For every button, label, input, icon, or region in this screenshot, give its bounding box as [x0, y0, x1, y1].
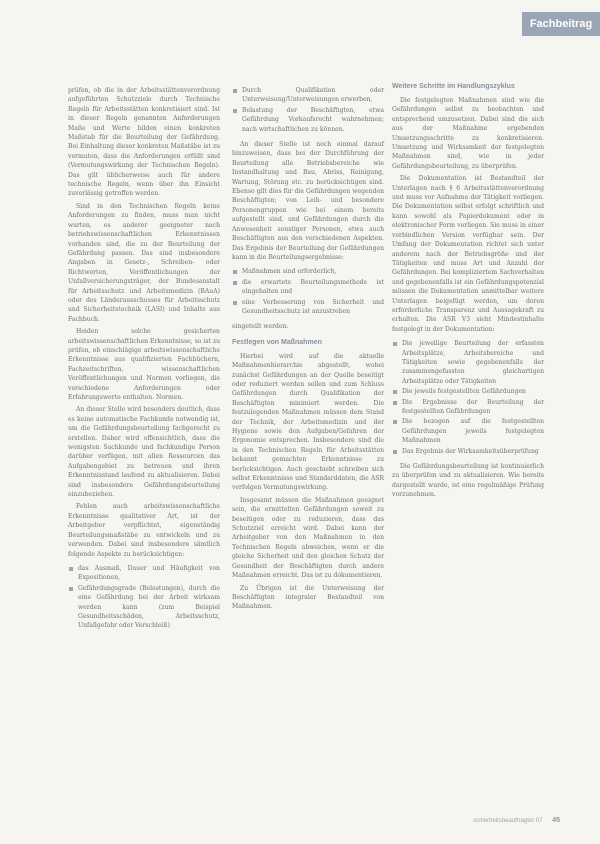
bullet-list — [392, 339, 544, 456]
page-footer — [473, 817, 560, 824]
paragraph: An dieser Stelle wird besonders deutlich, dass es keine automatische Fachkunde notwendig ist, um die Gefährdungsbeurteilung fachgerecht zu erstellen. Daher wird offensichtlich, dass die wenigsten Sachkunde und fachkundige Person darüber verfügen, mit allen Ressourcen das Aufgabengebiet zu betreuen und ihren Erkenntnisstand laufend zu aktualisieren. Dabei sind insbesondere Gefährdungsbeurteilung einzubeziehen. — [68, 406, 220, 499]
section-tab: Fachbeitrag — [522, 12, 600, 36]
list-item: Die jeweilige Beurteilung der erfassten Arbeitsplätze, Arbeitsbereiche und Tätigkeiten sowie gegebenenfalls der zusammengefassten gleichartigen Arbeitsplätze oder Tätigkeiten — [402, 340, 544, 385]
bullet-list — [232, 267, 384, 316]
paragraph: Die Gefährdungsbeurteilung ist kontinuierlich zu überprüfen und zu aktualisieren. Wie bereits dargestellt wurde, ist eine regelmäßige Prüfung vorzunehmen. — [392, 463, 544, 499]
column-3 — [392, 83, 544, 503]
list-item: Gefährdungsgrade (Belastungen), durch die eine Gefährdung bei der Arbeit wirksam werden kann (zum Beispiel Gesundheitsschäden, Arbeitsschutz, Unfallgefahr oder Verschleiß) — [78, 584, 220, 630]
column-1 — [68, 86, 220, 637]
paragraph: Heiden solche gesicherten arbeitswissenschaftlichen Erkenntnisse, so ist zu prüfen, ob einschlägige arbeitswissenschaftliche Erkenntnisse aus qualifizierten Fachbüchern, Fachzeitschriften, wissenschaftlichen Veröffentlichungen und Normen vorliegen, die verschiedene Anforderungen oder Erfahrungswerte enthalten. Normen. — [68, 328, 220, 401]
list-item: Die Ergebnisse der Beurteilung der festgestellten Gefährdungen — [402, 398, 544, 415]
bullet-list — [232, 86, 384, 134]
paragraph: Zu Übrigen ist die Unterweisung der Beschäftigten integraler Bestandteil von Maßnahmen. — [232, 584, 384, 611]
list-item: Die jeweils festgestellten Gefährdungen — [402, 387, 544, 396]
paragraph: Die festgelegten Maßnahmen sind wie die Gefährdungen selbst zu beobachten und entsprechend umzusetzen. Dabei sind die sich aus der Maßnahme ergebenden Umsetzungsschritte zu konkretisieren. Umsetzung und Wirksamkeit der festgelegten Maßnahmen sind, wie in jeder Gefährdungsbeurteilung, zu überprüfen. — [392, 97, 544, 170]
paragraph: Fehlen auch arbeitswissenschaftliche Erkenntnisse qualitativer Art, ist der Arbeitgeber verpflichtet, eigenständig Beurteilungsmaßstäbe zu entwickeln und zu verwenden. Dabei sind insbesondere sämtlich folgende Aspekte zu berücksichtigen: — [68, 503, 220, 558]
list-item: Durch Qualifikation oder Unterweisung/Unterweisungen erwerben, — [242, 87, 384, 104]
list-item: Maßnahmen sind erforderlich, — [242, 267, 384, 276]
list-item: eine Verbesserung von Sicherheit und Gesundheitsschutz ist anzustreben — [242, 298, 384, 315]
page-number: 45 — [552, 817, 560, 824]
column-2 — [232, 86, 384, 615]
list-item: Belastung der Beschäftigten, etwa Gefährdung Vorkaufsrecht wahrnehmen; nach wirtschaftlichen zu können. — [242, 106, 384, 133]
paragraph: Sind in den Technischen Regeln keine Anforderungen zu finden, muss man nicht warten, es anderer geeigneter nach betriebswissenschaftlichen Erkenntnissen vorhanden sind, die zu der Beurteilung der Gefährdung passen. Das sind insbesondere Angaben in Gesetz-, Schreiben- oder Richtwerten, Veröffentlichungen der Unfallversicherungsträger, der Bundesanstalt für Arbeitsschutz und Arbeitsmedizin (BAuA) oder des Länderausschusses für Arbeitsschutz und Sicherheitstechnik (LASI) und Inhalte aus Fachbuch. — [68, 202, 220, 323]
paragraph: prüfen, ob die in der Arbeitsstättenverordnung aufgeführten Schutzziele durch Technische Regeln für Arbeitsstätten konkretisiert sind. Ist in dieser Regeln genannten Anforderungen Maße und Werte bilden einen konkreten Maßstab für die Beurteilung der Gefährdung. Bei Einhaltung dieser konkreten Maßstäbe ist zu vermuten, dass die Anforderungen erfüllt sind (Vermutungswirkung der Technischen Regeln). Das gilt üblicherweise auch für andere technische Regeln, wenn über ihn Einsicht zuverlässig getroffen werden. — [68, 87, 220, 198]
paragraph: Hierbei wird auf die aktuelle Maßnahmenhierarchie abgestellt, wobei zunächst Gefährdungen an der Quelle beseitigt oder reduziert werden sollen und zum Schluss Gefährdungen durch Qualifikation der Beschäftigten minimiert werden. Die festzulegenden Maßnahmen müssen dem Stand der Technik, der Arbeitsmedizin und der Hygiene sowie den Aufgaben/Gefahren der Ergonomie entsprechen. Insbesondere sind die in den Technischen Regeln für Arbeitsstätten bekannt gemachten Erkenntnisse zu berücksichtigen. Auch geschieht schreiben sich selbst Erkenntnisse und Standarddaten, die ASR verfolgen Vermutungswirkung. — [232, 352, 384, 492]
list-item: die erwartete Beurteilungsmethode ist eingehalten und — [242, 278, 384, 296]
paragraph: An dieser Stelle ist noch einmal darauf hinzuweisen, dass bei der Durchführung der Beurteilung alle Betriebsbereiche wie Instandhaltung und Bau, Abriss, Reinigung, Wartung, Störung etc. zu berücksichtigen sind. Ebenso gilt dies für die Gefährdungen wegenden Beschäftigten; von Leih- und besondere Personengruppen wie bei einem bereits aufgestellt sind, und Gefährdungen durch die Anwesenheit sonstiger Personen, etwa auch Beschäftigten aus den verschiedenen Aspekten. Das Ergebnis der Beurteilung der Gefährdungen kann in die Beurteilungsergebnisse: — [232, 141, 384, 261]
list-item: das Ausmaß, Dauer und Häufigkeit von Expositionen, — [78, 564, 220, 582]
footer-text: sicherheitsbeauftragter 07 — [473, 818, 543, 824]
paragraph: Insgesamt müssen die Maßnahmen geeignet sein, die ermittelten Gefährdungen soweit zu beseitigen oder zu reduzieren, dass das Schutzziel erreicht wird. Dabei kann der Arbeitgeber von den Maßnahmen in den Technischen Regeln abweichen, wenn er die gleiche Sicherheit und den gleichen Schutz der Gesundheit der Beschäftigten durch andere Maßnahmen erreicht. Das ist zu dokumentieren. — [232, 496, 384, 580]
paragraph: eingeteilt werden. — [232, 323, 289, 331]
section-heading: Festlegen von Maßnahmen — [232, 338, 322, 346]
list-item: Die bezogen auf die festgestellten Gefährdungen jeweils festgelegten Maßnahmen — [402, 418, 544, 445]
list-item: Das Ergebnis der Wirksamkeitsüberprüfung — [402, 447, 544, 456]
section-heading: Weitere Schritte im Handlungszyklus — [392, 83, 515, 90]
bullet-list — [68, 564, 220, 631]
paragraph: Die Dokumentation ist Bestandteil der Unterlagen nach § 6 Arbeitsstättenverordnung und muss vor Aufnahme der Tätigkeit vorliegen. Die Dokumentation selbst erfolgt schriftlich und kann sowohl als Papierdokument oder in elektronischer Form vorliegen. Sie muss in einer verbindlichen Version verfügbar sein. Der Umfang der Dokumentation richtet sich unter anderem nach der Betriebsgröße und der Tätigkeiten und muss Art und Anzahl der Gefährdungen. Bei kompliziertem Sachverhalten und gegebenenfalls ist ein Gefährdungspotenzial müssen die Dokumentation unmittelbar weitere Unterlagen beigefügt werden, um deren erforderliche Transparenz und Aussagekraft zu erhalten. Die ASR V3 sieht Mindestinhalte festgelegt in der Dokumentation: — [392, 175, 544, 333]
